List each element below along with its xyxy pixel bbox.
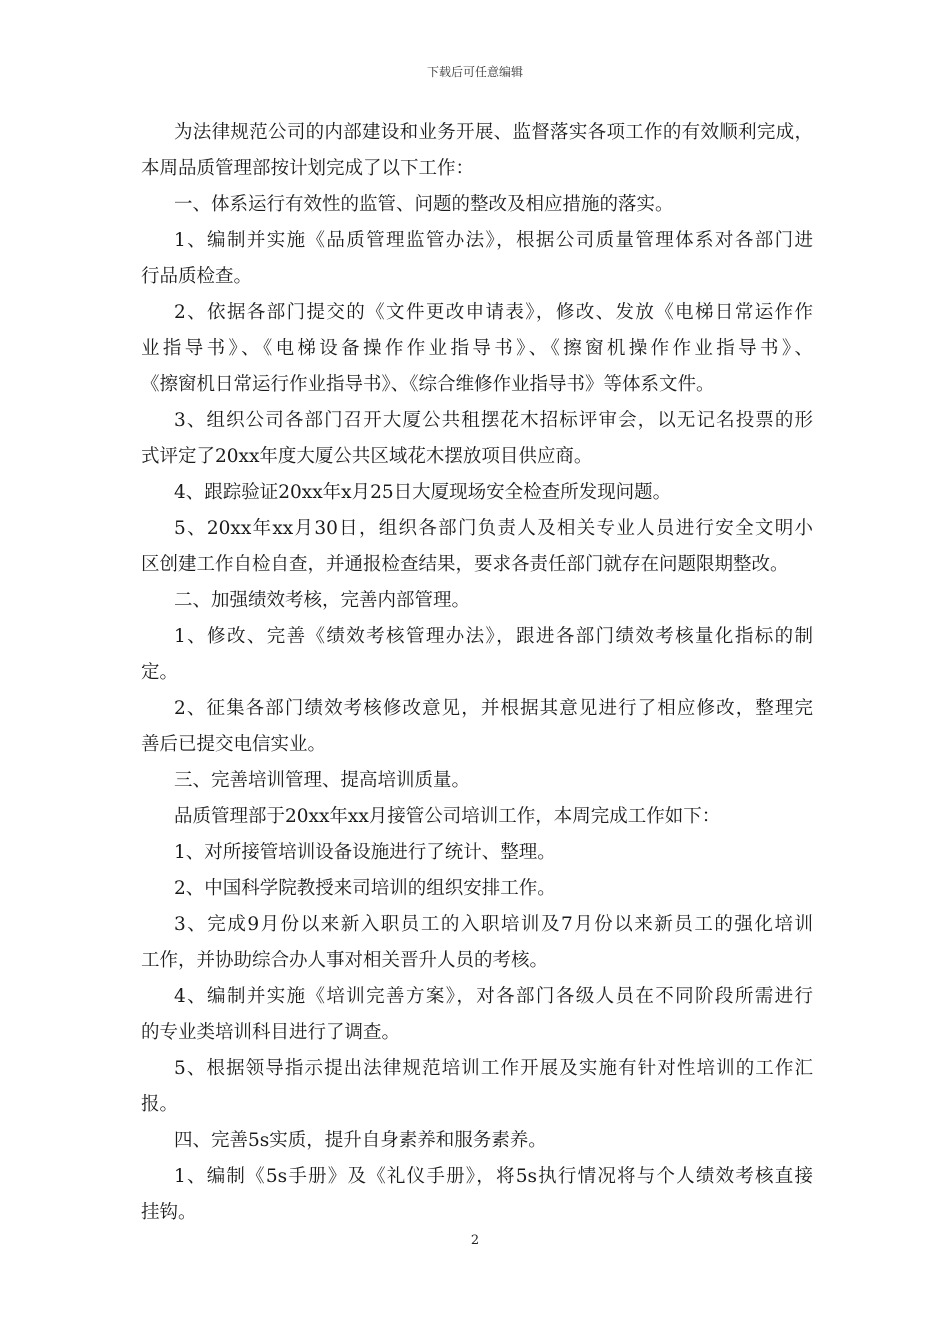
paragraph-line: 5、根据领导指示提出法律规范培训工作开展及实施有针对性培训的工作汇	[174, 1058, 813, 1079]
paragraph-line: 定。	[141, 662, 179, 683]
paragraph-line: 3、完成9月份以来新入职员工的入职培训及7月份以来新员工的强化培训	[174, 914, 813, 935]
paragraph-line: 的专业类培训科目进行了调查。	[141, 1022, 401, 1043]
paragraph-line: 挂钩。	[141, 1202, 197, 1223]
paragraph-line: 四、完善5s实质，提升自身素养和服务素养。	[174, 1130, 547, 1151]
paragraph-line: 品质管理部于20xx年xx月接管公司培训工作，本周完成工作如下：	[174, 806, 721, 827]
page-header: 下载后可任意编辑	[426, 65, 523, 79]
paragraph-line: 2、中国科学院教授来司培训的组织安排工作。	[174, 878, 556, 899]
paragraph-line: 业指导书》、《电梯设备操作作业指导书》、《擦窗机操作作业指导书》、	[141, 338, 813, 359]
paragraph-line: 1、编制《5s手册》及《礼仪手册》，将5s执行情况将与个人绩效考核直接	[174, 1166, 813, 1187]
paragraph-line: 1、对所接管培训设备设施进行了统计、整理。	[174, 842, 556, 863]
paragraph-line: 2、依据各部门提交的《文件更改申请表》，修改、发放《电梯日常运作作	[174, 302, 813, 323]
paragraph-line: 三、完善培训管理、提高培训质量。	[174, 770, 471, 791]
paragraph-line: 报。	[141, 1094, 179, 1115]
paragraph-line: 5、20xx年xx月30日，组织各部门负责人及相关专业人员进行安全文明小	[174, 518, 813, 539]
paragraph-line: 3、组织公司各部门召开大厦公共租摆花木招标评审会，以无记名投票的形	[174, 410, 813, 431]
paragraph-line: 式评定了20xx年度大厦公共区域花木摆放项目供应商。	[141, 446, 593, 467]
paragraph-line: 1、修改、完善《绩效考核管理办法》，跟进各部门绩效考核量化指标的制	[174, 626, 813, 647]
paragraph-line: 4、编制并实施《培训完善方案》，对各部门各级人员在不同阶段所需进行	[174, 986, 813, 1007]
paragraph-line: 2、征集各部门绩效考核修改意见，并根据其意见进行了相应修改，整理完	[174, 698, 813, 719]
document-body	[141, 120, 813, 1236]
page-number: 2	[470, 1233, 480, 1248]
paragraph-line: 善后已提交电信实业。	[141, 734, 327, 755]
paragraph-line: 一、体系运行有效性的监管、问题的整改及相应措施的落实。	[174, 194, 674, 215]
paragraph-line: 本周品质管理部按计划完成了以下工作：	[141, 158, 475, 179]
paragraph-line: 二、加强绩效考核，完善内部管理。	[174, 590, 471, 611]
paragraph-line: 行品质检查。	[141, 266, 253, 287]
paragraph-line: 工作，并协助综合办人事对相关晋升人员的考核。	[141, 950, 549, 971]
paragraph-line: 为法律规范公司的内部建设和业务开展、监督落实各项工作的有效顺利完成，	[174, 122, 813, 143]
paragraph-line: 1、编制并实施《品质管理监管办法》，根据公司质量管理体系对各部门进	[174, 230, 813, 251]
paragraph-line: 4、跟踪验证20xx年x月25日大厦现场安全检查所发现问题。	[174, 482, 672, 503]
paragraph-line: 区创建工作自检自查，并通报检查结果，要求各责任部门就存在问题限期整改。	[141, 554, 789, 575]
paragraph-line: 《擦窗机日常运行作业指导书》、《综合维修作业指导书》等体系文件。	[141, 374, 715, 395]
